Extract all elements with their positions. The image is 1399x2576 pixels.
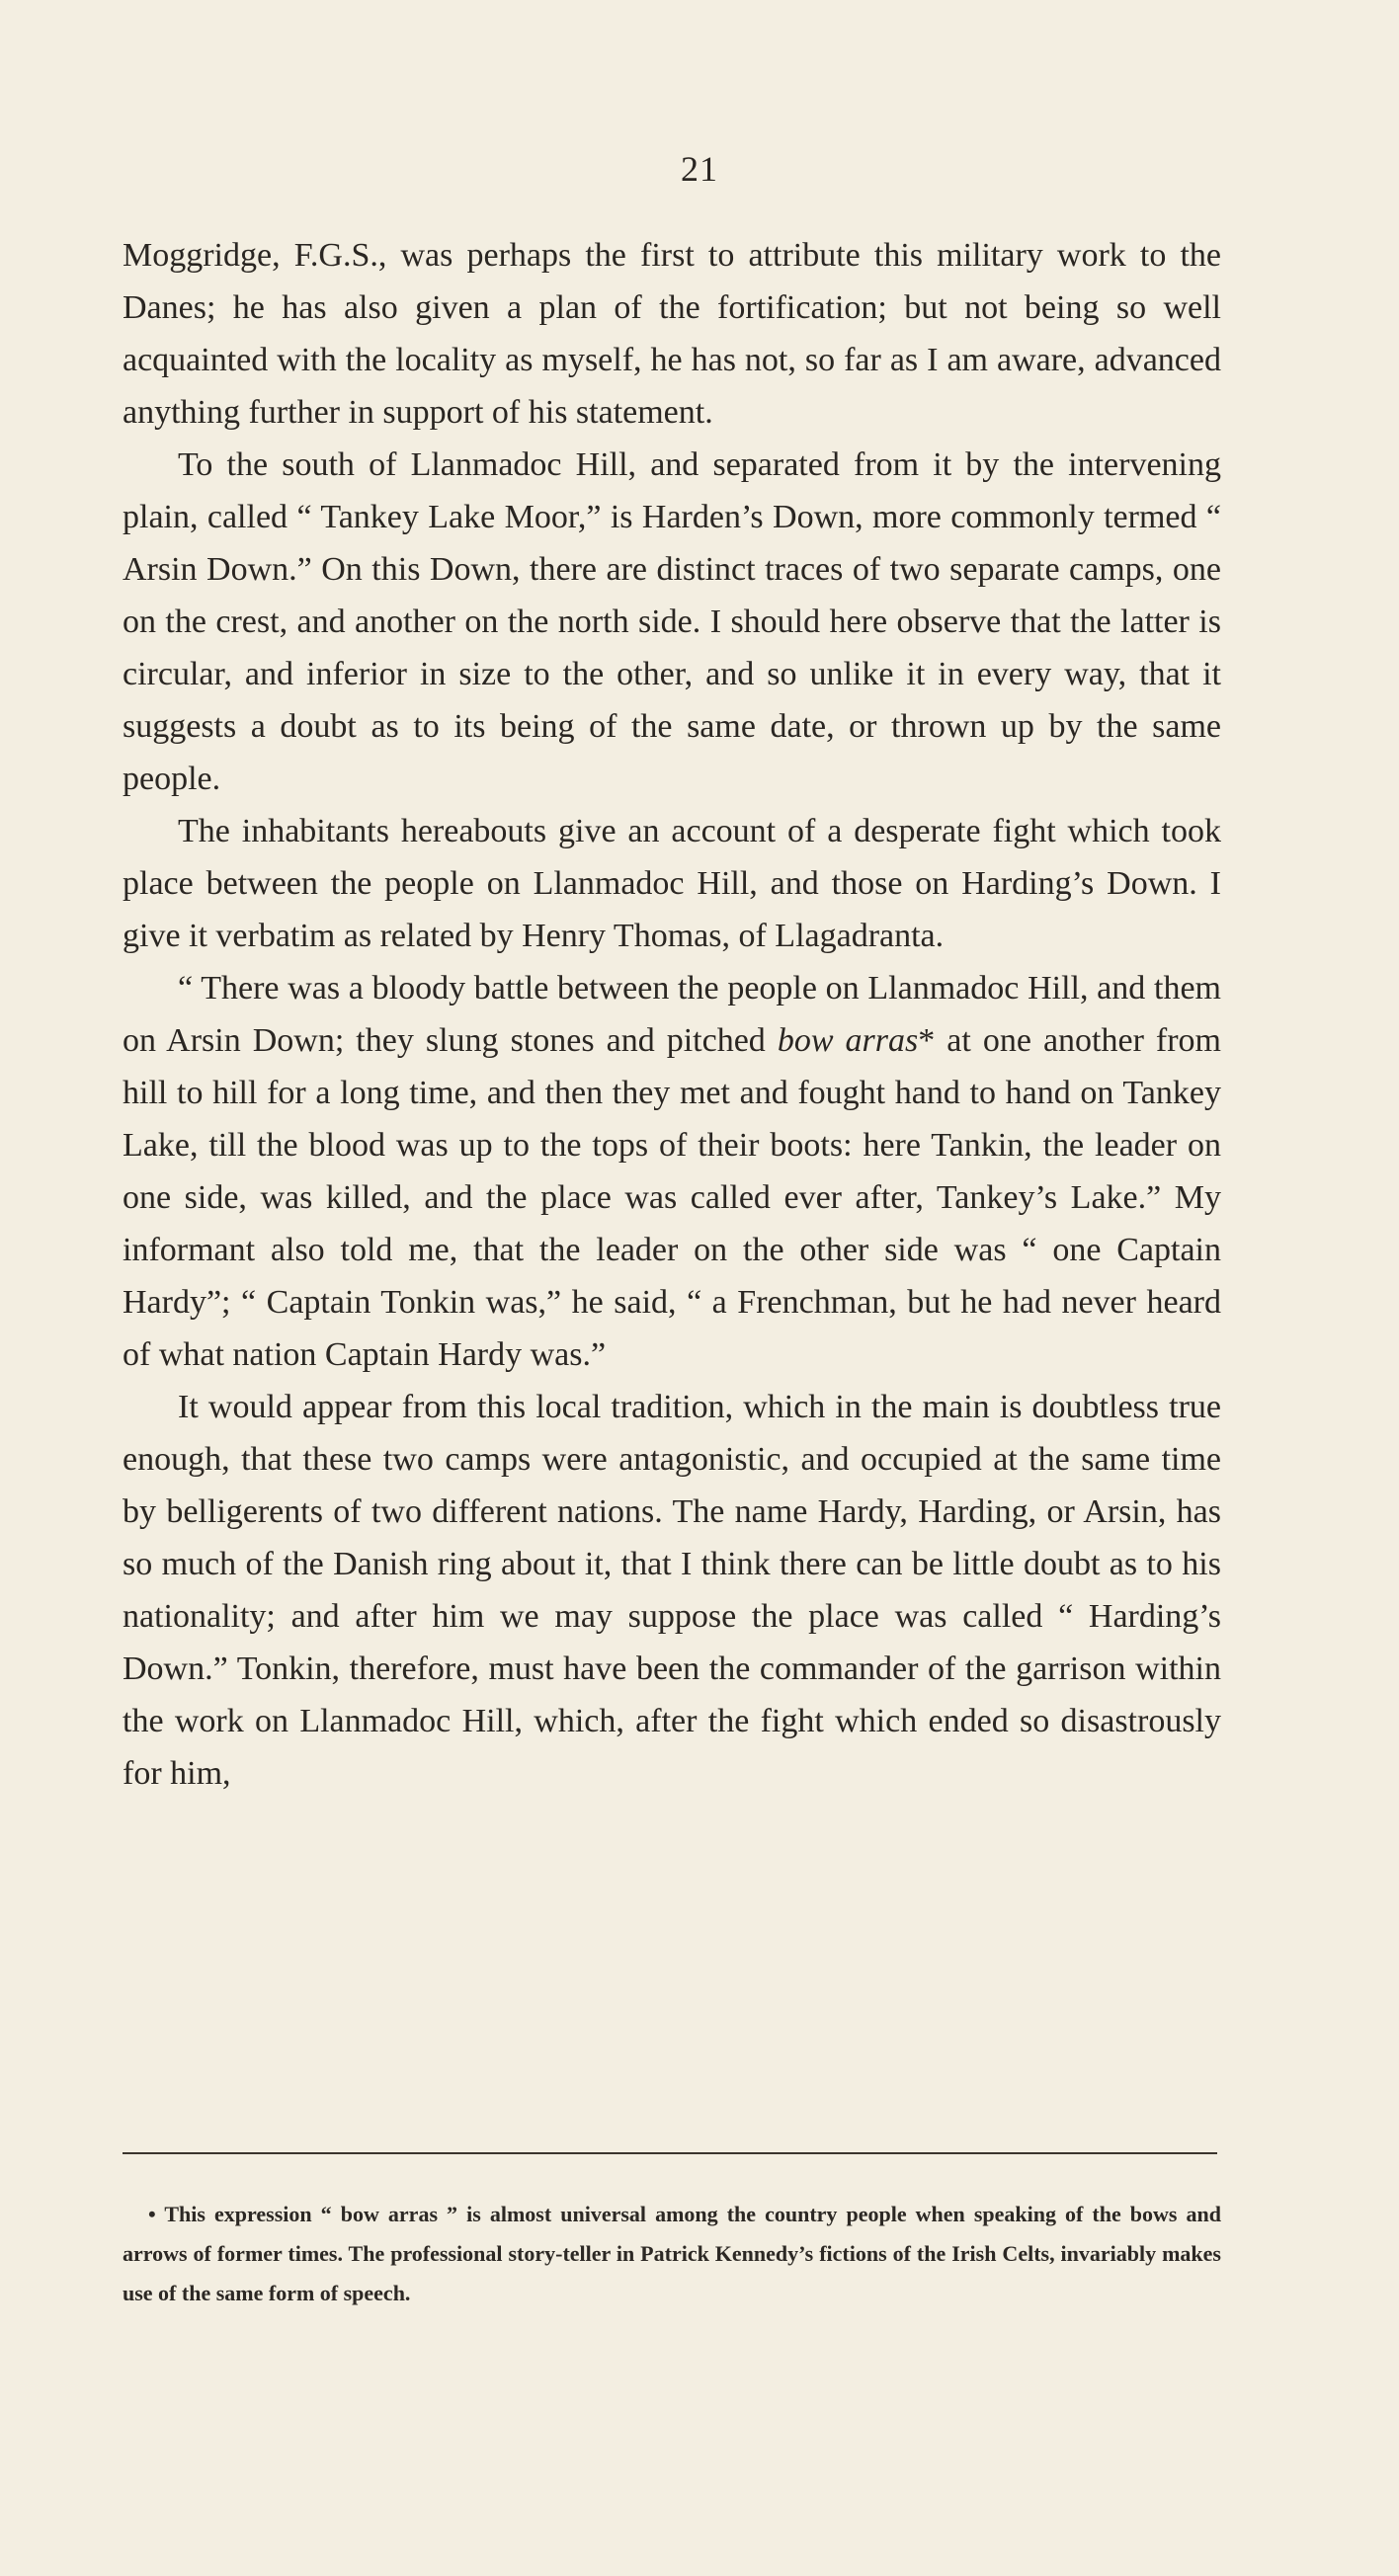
page-number: 21 <box>681 149 718 189</box>
footnote-text: This expression “ bow arras ” is almost universal among the country people when speaking of the bows and arrows of former times. The professional story-teller in Patrick Kennedy’s fictions of the Irish Celts, invariably makes use of the same form of speech. <box>123 2202 1221 2305</box>
paragraph-moggridge: Moggridge, F.G.S., was perhaps the first to attribute this military work to the Danes; he has also given a plan of the fortification; but not being so well acquainted with the locality as myself, he has not, so far as I am aware, advanced anything further in support of his statement. <box>123 237 1221 431</box>
paragraph-quote <box>123 962 1221 1381</box>
footnote-divider <box>123 2152 1217 2154</box>
quote-after: * at one another from hill to hill for a long time, and then they met and fought hand to hand on Tankey Lake, till the blood was up to the tops of their boots: here Tankin, the leader on one side, was killed, and the place was called ever after, Tankey’s Lake.” My informant also told me, that the leader on the other side was “ one Captain Hardy”; “ Captain Tonkin was,” he said, “ a Frenchman, but he had never heard of what nation Captain Hardy was.” <box>123 1022 1222 1373</box>
paragraph-tradition: It would appear from this local tradition, which in the main is doubtless true enough, that these two camps were antagonistic, and occupied at the same time by belligerents of two different nations. The name Hardy, Harding, or Arsin, has so much of the Danish ring about it, that I think there can be little doubt as to his nationality; and after him we may suppose the place was called “ Harding’s Down.” Tonkin, therefore, must have been the commander of the garrison within the work on Llanmadoc Hill, which, after the fight which ended so disastrously for him, <box>123 1389 1221 1792</box>
main-text <box>123 229 1221 1800</box>
paragraph-harden-down: To the south of Llanmadoc Hill, and separated from it by the intervening plain, called “ Tankey Lake Moor,” is Harden’s Down, more commonly termed “ Arsin Down.” On this Down, there are distinct traces of two separate camps, one on the crest, and another on the north side. I should here observe that the latter is circular, and inferior in size to the other, and so unlike it in every way, that it suggests a doubt as to its being of the same date, or thrown up by the same people. <box>123 446 1221 797</box>
quote-italic-term: bow arras <box>777 1022 919 1059</box>
quote-before: “ There was a bloody battle between the people on Llanmadoc Hill, and them on Arsin Down; they slung stones and pitched <box>123 970 1221 1059</box>
paragraph-inhabitants: The inhabitants hereabouts give an account of a desperate fight which took place between the people on Llanmadoc Hill, and those on Harding’s Down. I give it verbatim as related by Henry Thomas, of Llagadranta. <box>123 813 1221 954</box>
footnote-marker: • <box>148 2202 156 2226</box>
footnote <box>123 2195 1221 2313</box>
